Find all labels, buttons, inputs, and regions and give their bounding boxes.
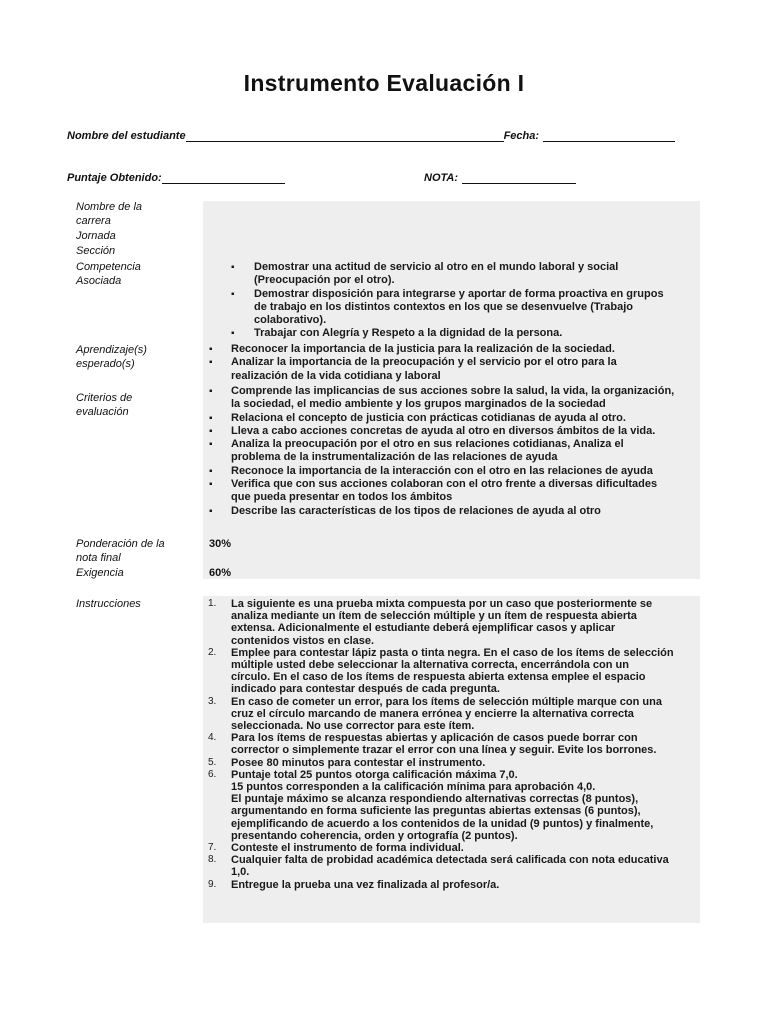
instruction-item — [203, 732, 694, 756]
instruction-number: 9. — [208, 878, 217, 890]
instruction-item — [203, 696, 694, 733]
instruction-line: Entregue la prueba una vez finalizada al profesor/a. — [231, 878, 500, 891]
competency-item-line: (Preocupación por el otro). — [254, 274, 395, 287]
grade-label: NOTA: — [424, 172, 459, 184]
competency-item-line: ▪ Demostrar una actitud de servicio al otro en el mundo laboral y social — [254, 261, 619, 273]
competency-item — [203, 261, 695, 288]
criteria-item-line: problema de la instrumentalización de las relaciones de ayuda — [231, 451, 558, 464]
instruction-line: La siguiente es una prueba mixta compuesta por un caso que posteriormente se — [231, 598, 653, 610]
career-label: Nombre de la carrera — [76, 201, 143, 227]
instruction-line: ejemplificando de acuerdo a los contenidos de la unidad (9 puntos) y finalmente, — [231, 817, 654, 830]
instruction-item — [203, 647, 694, 696]
criteria-label: Criterios de evaluación — [76, 392, 133, 418]
competency-item — [203, 327, 695, 340]
weighting-label: Ponderación de la nota final — [76, 538, 165, 564]
competency-item-line: colaborativo). — [254, 314, 327, 327]
instruction-number: 3. — [208, 695, 217, 707]
requirement-value: 60% — [209, 567, 232, 579]
instruction-line: Emplee para contestar lápiz pasta o tinta negra. En el caso de los ítems de selección — [231, 646, 674, 659]
instruction-number: 7. — [208, 842, 217, 854]
criteria-item — [203, 478, 695, 505]
instructions-section — [203, 598, 694, 891]
instruction-number: 5. — [208, 756, 217, 768]
instruction-line: indicado para contestar después de cada pregunta. — [231, 683, 500, 696]
criteria-item — [203, 425, 695, 438]
learning-list — [203, 343, 695, 383]
learning-section — [203, 343, 695, 383]
learning-item-line: ▪ Reconocer la importancia de la justicia para la realización de la sociedad. — [231, 343, 615, 355]
instructions-label: Instrucciones — [76, 598, 141, 610]
criteria-item-line: la sociedad, el medio ambiente y los grupos marginados de la sociedad — [231, 398, 606, 411]
competency-list — [203, 261, 695, 341]
date-label: Fecha: — [503, 130, 540, 142]
score-row — [67, 172, 285, 184]
criteria-item-line: ▪ Analiza la preocupación por el otro en sus relaciones cotidianas, Analiza el — [231, 438, 624, 451]
instruction-line: Conteste el instrumento de forma individual. — [231, 842, 464, 855]
document-title: Instrumento Evaluación I — [243, 70, 525, 96]
competency-item-line: ▪ Trabajar con Alegría y Respeto a la dignidad de la persona. — [254, 327, 563, 340]
learning-item — [203, 343, 695, 356]
instruction-item — [203, 842, 694, 854]
criteria-item — [203, 505, 695, 518]
learning-item-line: ▪ Analizar la importancia de la preocupación y el servicio por el otro para la — [231, 356, 617, 369]
criteria-item-line: ▪ Reconoce la importancia de la interacción con el otro en las relaciones de ayuda — [231, 464, 653, 477]
instruction-line: 15 puntos corresponden a la calificación mínima para aprobación 4,0. — [231, 781, 596, 794]
instruction-line: En caso de cometer un error, para los ítems de selección múltiple marque con una — [231, 695, 662, 708]
criteria-item-line: que pueda presentar en todos los ámbitos — [231, 491, 453, 504]
criteria-item-line: ▪ Relaciona el concepto de justicia con prácticas cotidianas de ayuda al otro. — [231, 411, 626, 424]
instruction-line: corrector o simplemente trazar el error con una línea y seguir. Evite los borrones. — [231, 744, 657, 757]
competency-item-line: ▪ Demostrar disposición para integrarse y aportar de forma proactiva en grupos — [254, 287, 664, 300]
criteria-item — [203, 465, 695, 478]
instruction-line: El puntaje máximo se alcanza respondiendo alternativas correctas (8 puntos), — [231, 793, 639, 806]
student-name-field[interactable] — [186, 130, 504, 142]
learning-item-line: realización de la vida cotidiana y laboral — [231, 369, 441, 382]
competency-item-line: de trabajo en los distintos contextos en los que se desenvuelve (Trabajo — [254, 300, 633, 313]
section-label: Sección — [76, 245, 116, 257]
instructions-list — [203, 598, 694, 891]
criteria-item-line: ▪ Describe las características de los tipos de relaciones de ayuda al otro — [231, 504, 601, 517]
score-label: Puntaje Obtenido: — [67, 172, 162, 184]
instruction-number: 6. — [208, 768, 217, 780]
criteria-item-line: ▪ Comprende las implicancias de sus acciones sobre la salud, la vida, la organización, — [231, 385, 675, 397]
schedule-label: Jornada — [76, 230, 116, 242]
instruction-item — [203, 854, 694, 878]
instruction-line: Para los ítems de respuestas abiertas y aplicación de casos puede borrar con — [231, 732, 638, 745]
grade-row — [424, 172, 576, 184]
instruction-line: argumentando en forma suficiente las preguntas abiertas extensas (6 puntos), — [231, 805, 641, 818]
score-field[interactable] — [162, 172, 285, 184]
student-name-label: Nombre del estudiante — [67, 130, 186, 142]
instruction-item — [203, 757, 694, 769]
criteria-item — [203, 385, 695, 412]
instruction-line: Puntaje total 25 puntos otorga calificación máxima 7,0. — [231, 768, 518, 781]
instruction-number: 8. — [208, 854, 217, 866]
competency-section — [203, 261, 695, 341]
instruction-line: Cualquier falta de probidad académica detectada será calificada con nota educativa — [231, 854, 669, 867]
instruction-line: 1,0. — [231, 866, 250, 879]
criteria-section — [203, 385, 695, 518]
instruction-line: extensa. Adicionalmente el estudiante deberá ejemplificar casos y aplicar — [231, 622, 616, 635]
competency-label: Competencia Asociada — [76, 261, 141, 287]
weighting-value: 30% — [209, 538, 232, 550]
learning-item — [203, 356, 695, 383]
criteria-item — [203, 438, 695, 465]
instruction-number: 4. — [208, 732, 217, 744]
criteria-item-line: ▪ Lleva a cabo acciones concretas de ayuda al otro en diversos ámbitos de la vida. — [231, 424, 656, 437]
instruction-line: múltiple usted debe seleccionar la alternativa correcta, encerrándola con un — [231, 659, 629, 672]
criteria-item — [203, 412, 695, 425]
criteria-item-line: ▪ Verifica que con sus acciones colaboran con el otro frente a diversas dificultades — [231, 478, 658, 491]
instruction-line: contenidos vistos en clase. — [231, 634, 375, 647]
instruction-line: círculo. En el caso de los ítems de respuesta abierta extensa emplee el espacio — [231, 671, 646, 684]
instruction-number: 1. — [208, 598, 217, 609]
instruction-line: presentando coherencia, orden y ortografía (2 puntos). — [231, 829, 518, 842]
instruction-number: 2. — [208, 646, 217, 658]
requirement-label: Exigencia — [76, 567, 124, 579]
instruction-line: analiza mediante un ítem de selección múltiple y un ítem de respuesta abierta — [231, 610, 637, 623]
instruction-line: seleccionada. No use corrector para este ítem. — [231, 720, 475, 733]
learning-label: Aprendizaje(s) esperado(s) — [76, 344, 147, 370]
instruction-line: Posee 80 minutos para contestar el instrumento. — [231, 756, 486, 769]
criteria-list — [203, 385, 695, 518]
grade-field[interactable] — [462, 172, 576, 184]
instruction-item — [203, 598, 694, 647]
instruction-item — [203, 879, 694, 891]
student-name-row — [67, 130, 675, 142]
instruction-item — [203, 769, 694, 842]
date-field[interactable] — [543, 130, 675, 142]
competency-item — [203, 288, 695, 328]
instruction-line: cruz el círculo marcando de manera errónea y encierre la alternativa correcta — [231, 707, 634, 720]
